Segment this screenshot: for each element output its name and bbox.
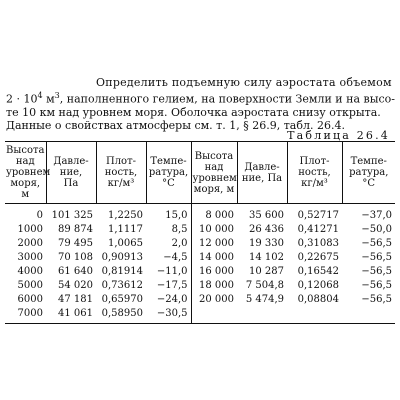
table-cell xyxy=(342,306,395,324)
table-cell: 4000 xyxy=(17,265,43,277)
table-cell xyxy=(191,306,237,324)
table-cell: −37,0 xyxy=(361,209,392,221)
table-row xyxy=(5,278,395,292)
table-cell: −56,5 xyxy=(361,237,392,249)
table-cell: 14 000 xyxy=(191,250,237,264)
table-cell: 101 325 xyxy=(51,209,93,221)
table-cell: 47 181 xyxy=(58,293,93,305)
problem-line-4: Данные о свойствах атмосферы см. т. 1, § 26.9, табл. 26.4. xyxy=(6,118,345,132)
table-body xyxy=(5,204,395,324)
table-cell: 3000 xyxy=(17,251,43,263)
table-cell: 2,0 xyxy=(171,237,188,249)
column-header-line: Давле- xyxy=(244,161,280,173)
column-header-line: ность, xyxy=(104,167,138,178)
table-cell: 0,16542 xyxy=(297,265,339,277)
table-row xyxy=(5,250,395,264)
table-cell: 2000 xyxy=(17,237,43,249)
column-header-line: Темпе- xyxy=(350,156,387,167)
table-cell: 35 600 xyxy=(249,209,284,221)
table-cell: 20 000 xyxy=(191,292,237,306)
table-cell: 1000 xyxy=(17,223,43,235)
problem-line-2 xyxy=(6,89,394,106)
column-header-line: °С xyxy=(362,178,376,189)
problem-line-3: те 10 км над уровнем моря. Оболочка аэростата снизу открыта. xyxy=(6,105,381,119)
table-cell: −50,0 xyxy=(361,223,392,235)
volume-coefficient: 2 · 10 xyxy=(6,92,38,106)
table-cell: 0,52717 xyxy=(297,209,339,221)
column-header xyxy=(46,142,96,204)
table-cell: 7000 xyxy=(5,306,46,324)
table-cell: 12 000 xyxy=(191,236,237,250)
column-header xyxy=(96,142,146,204)
column-header xyxy=(287,142,342,204)
table-cell: 0,65970 xyxy=(101,293,143,305)
table-cell: 10 000 xyxy=(191,222,237,236)
table-cell: 19 330 xyxy=(249,237,284,249)
column-header-line: уровнем xyxy=(192,172,237,184)
table-cell: −24,0 xyxy=(156,293,188,305)
table-cell: 0,31083 xyxy=(297,237,339,249)
column-header-line: кг/м³ xyxy=(301,178,328,189)
column-header-line: °С xyxy=(162,178,175,189)
table-cell: −56,5 xyxy=(361,251,392,263)
table-cell: 14 102 xyxy=(249,251,284,263)
table-cell: 0,58950 xyxy=(96,306,146,324)
table-cell: 61 640 xyxy=(58,265,93,277)
table-cell: −11,0 xyxy=(156,265,188,277)
table-cell: 0,22675 xyxy=(297,251,339,263)
problem-line-1: Определить подъемную силу аэростата объемом xyxy=(96,76,392,89)
table-cell: 70 108 xyxy=(58,251,93,263)
table-cell: 10 287 xyxy=(249,265,284,277)
table-row xyxy=(5,292,395,306)
column-header xyxy=(237,142,287,204)
column-header-line: уровнем xyxy=(6,167,51,178)
column-header-line: ратура, xyxy=(349,167,389,178)
volume-unit-exponent: 3 xyxy=(54,91,60,100)
table-cell: 8,5 xyxy=(171,223,188,235)
table-cell: 0,12068 xyxy=(297,279,339,291)
column-header-line: ность, xyxy=(298,167,331,178)
table-cell: 26 436 xyxy=(249,223,284,235)
volume-exponent: 4 xyxy=(37,91,43,100)
table-cell: 0,81914 xyxy=(101,265,143,277)
column-header-line: Плот- xyxy=(105,156,136,167)
table-cell: −56,5 xyxy=(361,265,392,277)
table-cell: 79 495 xyxy=(58,237,93,249)
column-header-line: Па xyxy=(63,178,79,189)
table-cell: 1,0065 xyxy=(108,237,143,249)
table-cell: 41 061 xyxy=(46,306,96,324)
table-cell xyxy=(237,306,287,324)
column-header-line: Темпе- xyxy=(150,156,187,167)
table-cell: 5 474,9 xyxy=(245,293,284,305)
table-cell xyxy=(287,306,342,324)
column-header xyxy=(5,142,51,204)
table-cell: 0 xyxy=(36,209,43,221)
table-row xyxy=(5,204,395,223)
column-header-line: Высота xyxy=(194,150,234,162)
table-cell: 8 000 xyxy=(191,204,237,223)
volume-unit: м xyxy=(42,92,55,106)
table-cell: 1,2250 xyxy=(108,209,143,221)
column-header-line: над xyxy=(15,156,35,167)
column-header-line: моря, м xyxy=(193,183,235,195)
table-cell: 16 000 xyxy=(191,264,237,278)
column-header-line: над xyxy=(204,161,224,173)
table-cell: 1,1117 xyxy=(108,223,143,235)
column-header xyxy=(191,142,237,204)
table-cell: −56,5 xyxy=(361,279,392,291)
table-cell: 18 000 xyxy=(191,278,237,292)
problem-line-2-rest: , наполненного гелием, на поверхности Земли и на высо- xyxy=(59,92,395,106)
column-header-line: Плот- xyxy=(299,156,330,167)
table-row xyxy=(5,222,395,236)
column-header-line: ние, Па xyxy=(241,172,283,184)
column-header-line: моря, м xyxy=(10,178,41,200)
table-cell: −30,5 xyxy=(146,306,191,324)
atmosphere-table xyxy=(5,141,395,324)
table-cell: 89 874 xyxy=(58,223,93,235)
table-cell: 54 020 xyxy=(58,279,93,291)
column-header-line: Давле- xyxy=(53,156,89,167)
column-header-line: кг/м³ xyxy=(107,178,135,189)
table-caption: Таблица 26.4 xyxy=(287,129,390,142)
table-row xyxy=(5,306,395,324)
table-cell: 6000 xyxy=(17,293,43,305)
column-header xyxy=(146,142,191,204)
table-cell: 15,0 xyxy=(165,209,188,221)
column-header xyxy=(342,142,395,204)
problem-statement xyxy=(6,76,394,132)
table-cell: 0,90913 xyxy=(101,251,143,263)
table-cell: 5000 xyxy=(17,279,43,291)
table-cell: −56,5 xyxy=(361,293,392,305)
table-cell: 0,73612 xyxy=(101,279,143,291)
table-cell: 0,08804 xyxy=(297,293,339,305)
table-cell: −4,5 xyxy=(163,251,188,263)
column-header-line: ние, xyxy=(59,167,83,178)
table-cell: 7 504,8 xyxy=(245,279,284,291)
table-row xyxy=(5,236,395,250)
table-cell: 0,41271 xyxy=(297,223,339,235)
table-cell: −17,5 xyxy=(156,279,188,291)
column-header-line: ратура, xyxy=(148,167,189,178)
column-header-line: Высота xyxy=(6,145,45,156)
table-header-row xyxy=(5,142,395,204)
table-row xyxy=(5,264,395,278)
